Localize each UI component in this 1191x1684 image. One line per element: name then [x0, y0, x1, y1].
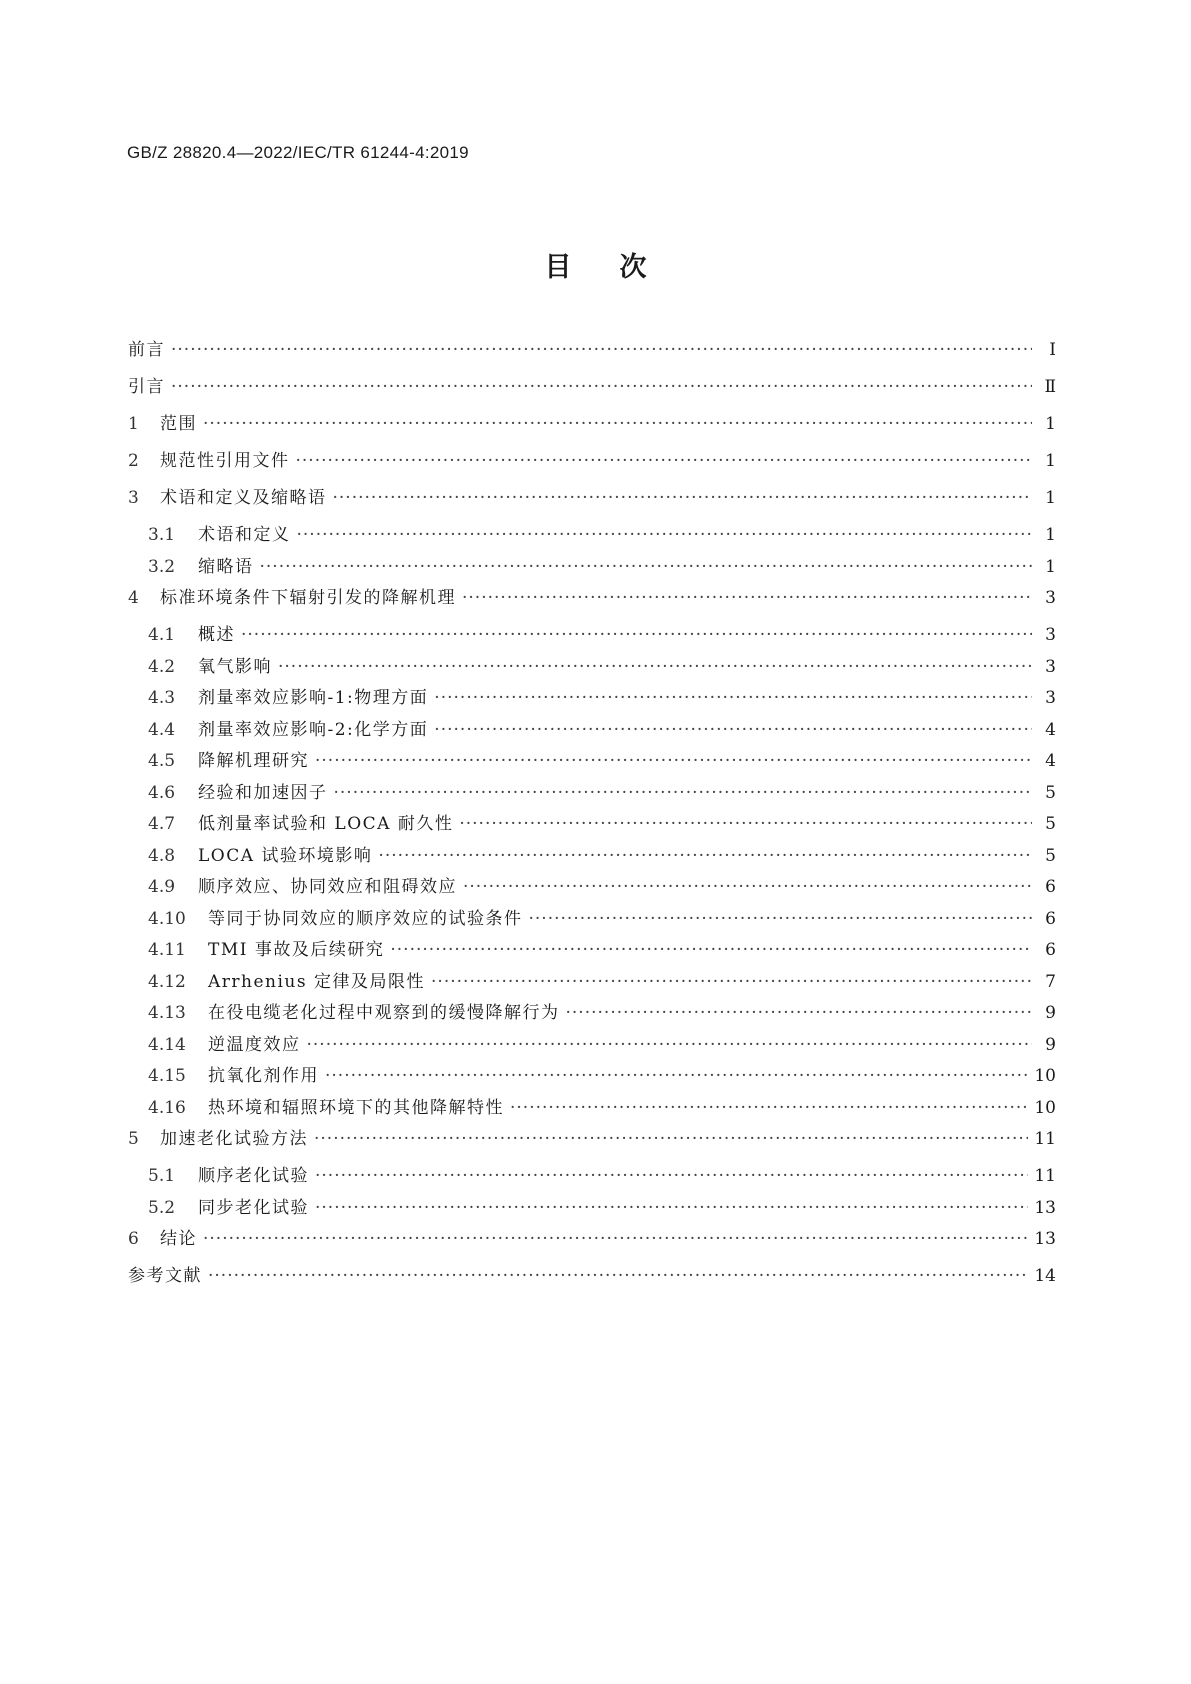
- toc-entry-page: 3: [1045, 588, 1056, 608]
- toc-entry-label: 热环境和辐照环境下的其他降解特性: [208, 1097, 504, 1118]
- toc-entry-label: Arrhenius 定律及局限性: [208, 971, 426, 992]
- toc-entry[interactable]: [128, 1002, 1056, 1034]
- toc-entry-page: 14: [1034, 1266, 1056, 1286]
- toc-entry-number: 4.4: [148, 719, 176, 740]
- toc-leader-dots: [278, 656, 1032, 678]
- toc-entry[interactable]: [128, 450, 1056, 487]
- toc-entry-page: 3: [1045, 625, 1056, 645]
- toc-entry[interactable]: [128, 339, 1056, 376]
- toc-entry-label: 范围: [160, 414, 197, 434]
- toc-entry[interactable]: [128, 1197, 1056, 1229]
- document-code: GB/Z 28820.4—2022/IEC/TR 61244-4:2019: [127, 143, 469, 162]
- toc-leader-dots: [334, 782, 1033, 804]
- toc-entry-number: 5.2: [148, 1197, 176, 1218]
- toc-entry[interactable]: [128, 624, 1056, 656]
- toc-entry[interactable]: [128, 524, 1056, 556]
- toc-entry-label: 逆温度效应: [208, 1034, 301, 1055]
- toc-leader-dots: [510, 1097, 1028, 1119]
- toc-entry-page: 1: [1045, 525, 1056, 545]
- toc-leader-dots: [459, 813, 1032, 835]
- toc-title-char-1: 目: [544, 252, 572, 283]
- toc-leader-dots: [378, 845, 1032, 867]
- toc-title-char-2: 次: [619, 252, 647, 283]
- toc-entry-number: 3.2: [148, 556, 176, 577]
- toc-leader-dots: [203, 1228, 1028, 1250]
- toc-entry-label: 顺序效应、协同效应和阻碍效应: [198, 877, 457, 897]
- toc-leader-dots: [462, 587, 1032, 609]
- toc-leader-dots: [434, 719, 1032, 741]
- toc-leader-dots: [260, 556, 1033, 578]
- toc-entry-label: 氧气影响: [198, 656, 272, 677]
- toc-leader-dots: [296, 450, 1033, 472]
- toc-entry-page: 6: [1045, 877, 1056, 897]
- table-of-contents: [128, 339, 1056, 1302]
- toc-entry[interactable]: [128, 487, 1056, 524]
- toc-entry-label: 低剂量率试验和 LOCA 耐久性: [198, 814, 454, 834]
- toc-entry-page: 4: [1045, 719, 1056, 740]
- toc-entry[interactable]: [128, 1097, 1056, 1129]
- toc-entry-page: 3: [1045, 656, 1056, 677]
- toc-entry-number: 4: [128, 588, 139, 608]
- toc-entry-label: 标准环境条件下辐射引发的降解机理: [160, 588, 456, 608]
- toc-entry-number: 1: [128, 414, 139, 434]
- toc-leader-dots: [529, 908, 1033, 930]
- toc-entry-label: 剂量率效应影响-1:物理方面: [198, 688, 429, 708]
- toc-entry-number: 4.13: [148, 1003, 186, 1023]
- toc-entry-page: Ⅱ: [1044, 377, 1056, 397]
- toc-entry[interactable]: [128, 556, 1056, 588]
- toc-entry-page: 1: [1045, 451, 1056, 471]
- toc-entry-label: 概述: [198, 625, 235, 645]
- toc-leader-dots: [297, 524, 1033, 546]
- toc-entry-label: 经验和加速因子: [198, 782, 328, 803]
- toc-entry-label: 前言: [128, 340, 165, 360]
- toc-entry-label: TMI 事故及后续研究: [208, 940, 385, 960]
- toc-leader-dots: [208, 1265, 1028, 1287]
- toc-leader-dots: [325, 1065, 1028, 1087]
- toc-entry-number: 4.14: [148, 1034, 186, 1055]
- toc-entry-page: 6: [1045, 908, 1056, 929]
- toc-entry-label: 同步老化试验: [198, 1197, 309, 1218]
- toc-leader-dots: [431, 971, 1032, 993]
- toc-entry[interactable]: [128, 750, 1056, 782]
- toc-entry-label: 在役电缆老化过程中观察到的缓慢降解行为: [208, 1003, 560, 1023]
- toc-entry-page: 10: [1034, 1097, 1056, 1118]
- toc-entry[interactable]: [128, 687, 1056, 719]
- toc-leader-dots: [315, 750, 1032, 772]
- toc-entry-label: 加速老化试验方法: [160, 1129, 308, 1149]
- toc-entry[interactable]: [128, 719, 1056, 751]
- toc-entry-number: 4.5: [148, 751, 176, 771]
- toc-entry[interactable]: [128, 1128, 1056, 1165]
- toc-entry-number: 4.12: [148, 971, 186, 992]
- toc-entry-label: 抗氧化剂作用: [208, 1066, 319, 1086]
- toc-entry-number: 5: [128, 1129, 139, 1149]
- toc-title: [0, 245, 1191, 284]
- toc-entry-number: 4.6: [148, 782, 176, 803]
- toc-leader-dots: [333, 487, 1033, 509]
- toc-leader-dots: [203, 413, 1032, 435]
- toc-leader-dots: [241, 624, 1032, 646]
- toc-entry-number: 3.1: [148, 525, 176, 545]
- toc-entry[interactable]: [128, 376, 1056, 413]
- toc-entry-number: 4.11: [148, 940, 186, 960]
- toc-leader-dots: [307, 1034, 1033, 1056]
- toc-entry-number: 2: [128, 451, 139, 471]
- toc-entry-label: 缩略语: [198, 556, 254, 577]
- toc-entry-label: 术语和定义及缩略语: [160, 488, 327, 508]
- toc-entry-page: 11: [1034, 1166, 1056, 1186]
- toc-entry[interactable]: [128, 939, 1056, 971]
- toc-entry-page: 13: [1034, 1229, 1056, 1249]
- toc-entry-page: 1: [1045, 414, 1056, 434]
- toc-leader-dots: [315, 1197, 1028, 1219]
- toc-entry[interactable]: [128, 1228, 1056, 1265]
- toc-entry[interactable]: [128, 1065, 1056, 1097]
- toc-leader-dots: [171, 339, 1032, 361]
- toc-entry-page: 10: [1034, 1066, 1056, 1086]
- toc-leader-dots: [566, 1002, 1033, 1024]
- toc-entry-page: 13: [1034, 1197, 1056, 1218]
- toc-entry-page: 1: [1045, 556, 1056, 577]
- toc-entry-label: 参考文献: [128, 1266, 202, 1286]
- toc-entry[interactable]: [128, 1165, 1056, 1197]
- toc-entry-label: 引言: [128, 377, 165, 397]
- toc-leader-dots: [434, 687, 1032, 709]
- toc-entry-label: LOCA 试验环境影响: [198, 845, 373, 866]
- toc-leader-dots: [463, 876, 1032, 898]
- toc-entry-label: 结论: [160, 1229, 197, 1249]
- toc-leader-dots: [314, 1128, 1028, 1150]
- toc-entry-page: 5: [1045, 814, 1056, 834]
- toc-entry[interactable]: [128, 1265, 1056, 1302]
- toc-entry[interactable]: [128, 1034, 1056, 1066]
- toc-leader-dots: [315, 1165, 1028, 1187]
- toc-entry-page: 1: [1045, 488, 1056, 508]
- toc-entry-label: 降解机理研究: [198, 751, 309, 771]
- toc-entry-number: 4.9: [148, 877, 176, 897]
- toc-entry[interactable]: [128, 876, 1056, 908]
- toc-entry-page: 9: [1045, 1034, 1056, 1055]
- toc-entry[interactable]: [128, 413, 1056, 450]
- toc-entry-number: 4.3: [148, 688, 176, 708]
- toc-entry-label: 规范性引用文件: [160, 451, 290, 471]
- toc-entry[interactable]: [128, 845, 1056, 877]
- toc-entry-page: 9: [1045, 1003, 1056, 1023]
- toc-entry-label: 等同于协同效应的顺序效应的试验条件: [208, 908, 523, 929]
- toc-entry[interactable]: [128, 656, 1056, 688]
- toc-leader-dots: [171, 376, 1032, 398]
- toc-entry-page: Ⅰ: [1049, 340, 1056, 360]
- toc-entry-number: 4.10: [148, 908, 186, 929]
- toc-entry-label: 顺序老化试验: [198, 1166, 309, 1186]
- toc-entry[interactable]: [128, 587, 1056, 624]
- toc-entry-number: 4.8: [148, 845, 176, 866]
- toc-entry-page: 5: [1045, 782, 1056, 803]
- toc-entry-number: 4.2: [148, 656, 176, 677]
- toc-entry[interactable]: [128, 908, 1056, 940]
- toc-entry[interactable]: [128, 782, 1056, 814]
- toc-leader-dots: [390, 939, 1032, 961]
- toc-entry-label: 剂量率效应影响-2:化学方面: [198, 719, 429, 740]
- toc-entry-page: 3: [1045, 688, 1056, 708]
- toc-entry-number: 4.15: [148, 1066, 186, 1086]
- toc-entry-page: 11: [1034, 1129, 1056, 1149]
- toc-entry-number: 6: [128, 1229, 139, 1249]
- toc-entry-page: 4: [1045, 751, 1056, 771]
- toc-entry-number: 4.16: [148, 1097, 186, 1118]
- toc-entry-number: 3: [128, 488, 139, 508]
- toc-entry-page: 6: [1045, 940, 1056, 960]
- toc-entry-number: 4.1: [148, 625, 176, 645]
- toc-entry-page: 5: [1045, 845, 1056, 866]
- toc-entry[interactable]: [128, 971, 1056, 1003]
- toc-entry-label: 术语和定义: [198, 525, 291, 545]
- toc-entry-page: 7: [1045, 971, 1056, 992]
- toc-entry[interactable]: [128, 813, 1056, 845]
- toc-entry-number: 4.7: [148, 814, 176, 834]
- toc-entry-number: 5.1: [148, 1166, 176, 1186]
